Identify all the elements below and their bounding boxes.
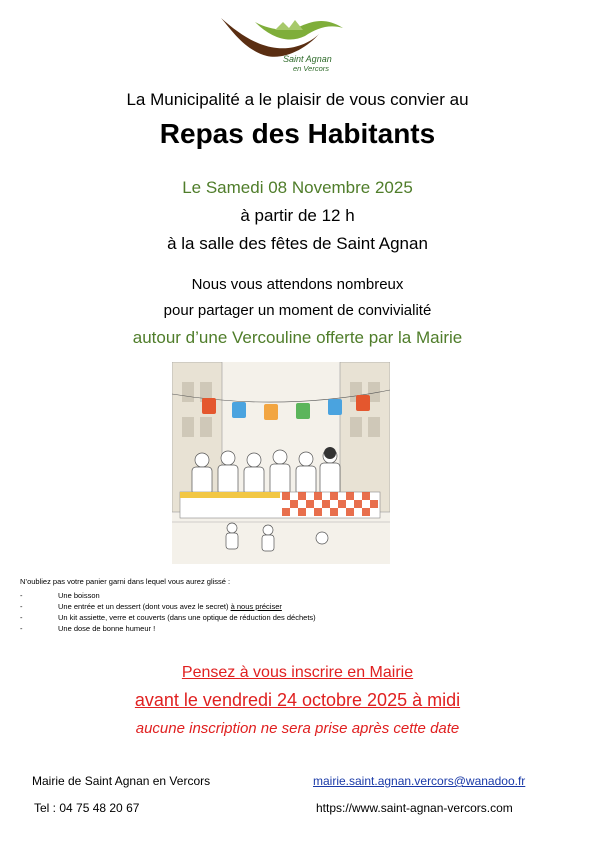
list-item-text: Un kit assiette, verre et couverts (dans une optique de réduction des déchets) bbox=[58, 613, 316, 622]
welcome-line-2: pour partager un moment de convivialité bbox=[163, 302, 432, 319]
welcome-line-3: autour d’une Vercouline offerte par la Mairie bbox=[132, 328, 463, 347]
registration-deadline: avant le vendredi 24 octobre 2025 à midi bbox=[134, 690, 461, 710]
list-item-text: Une dose de bonne humeur ! bbox=[58, 624, 156, 633]
logo-line-2: en Vercors bbox=[293, 64, 329, 73]
invitation-text: La Municipalité a le plaisir de vous convier au bbox=[126, 90, 469, 109]
underlined-note: à nous préciser bbox=[230, 602, 282, 611]
event-time: à partir de 12 h bbox=[240, 206, 355, 225]
registration-line-1: Pensez à vous inscrire en Mairie bbox=[181, 664, 414, 681]
list-dash: - bbox=[20, 613, 23, 622]
website-link[interactable]: https://www.saint-agnan-vercors.com bbox=[316, 801, 513, 815]
logo-line-1: Saint Agnan bbox=[283, 54, 332, 64]
contact-name: Mairie de Saint Agnan en Vercors bbox=[32, 774, 211, 788]
checklist-intro: N’oubliez pas votre panier garni dans lequel vous aurez glissé : bbox=[20, 577, 231, 586]
list-dash: - bbox=[20, 602, 23, 611]
logo bbox=[215, 12, 355, 82]
list-item-text: Une boisson bbox=[58, 591, 100, 600]
event-date: Le Samedi 08 Novembre 2025 bbox=[182, 178, 413, 197]
illustration-image bbox=[172, 362, 390, 564]
email-link[interactable]: mairie.saint.agnan.vercors@wanadoo.fr bbox=[313, 774, 526, 788]
list-dash: - bbox=[20, 591, 23, 600]
event-place: à la salle des fêtes de Saint Agnan bbox=[167, 234, 428, 253]
contact-phone: Tel : 04 75 48 20 67 bbox=[34, 801, 140, 815]
registration-warning: aucune inscription ne sera prise après cette date bbox=[135, 720, 460, 737]
page-title: Repas des Habitants bbox=[159, 118, 436, 149]
welcome-line-1: Nous vous attendons nombreux bbox=[191, 276, 404, 293]
list-item-text: Une entrée et un dessert (dont vous avez le secret) à nous préciser bbox=[58, 602, 282, 611]
street-meal-illustration bbox=[172, 362, 390, 564]
list-dash: - bbox=[20, 624, 23, 633]
